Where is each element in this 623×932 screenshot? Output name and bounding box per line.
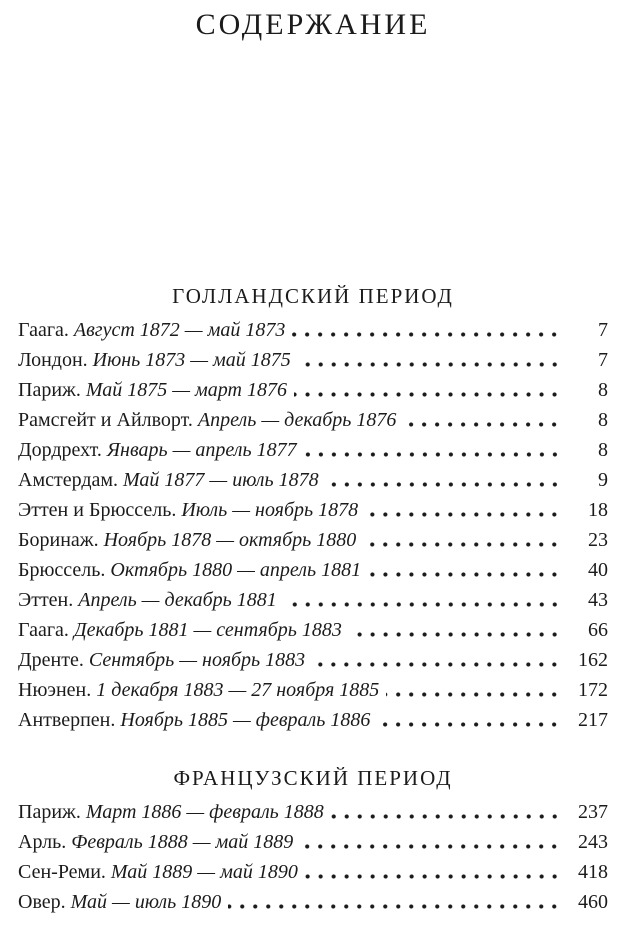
toc-entry-text [18,375,287,405]
toc-entry-page-number: 8 [598,409,608,431]
dot-leader [305,857,561,887]
toc-entry [18,827,608,857]
dot-leader [312,645,561,675]
section-heading: ГОЛЛАНДСКИЙ ПЕРИОД [172,284,454,308]
dot-leader [331,797,561,827]
toc-entry-dates: Сентябрь — ноябрь 1883 [88,649,306,671]
toc-entry-place: Гаага. [18,619,69,641]
page-title: СОДЕРЖАНИЕ [195,8,431,41]
toc-entry-page-number: 7 [598,349,608,371]
toc-entry-text [18,887,221,917]
toc-entry-place: Гаага. [18,319,69,341]
toc-entry-place: Амстердам. [18,469,119,491]
toc-entry-dates: Май 1877 — июль 1878 [123,469,319,491]
toc-entry-page-number: 23 [588,529,608,551]
toc-entry-dates: Июль — ноябрь 1878 [181,499,359,521]
toc-entry-dates: Май 1889 — май 1890 [110,861,298,883]
toc-entry-dates: Июнь 1873 — май 1875 [92,349,291,371]
toc-entry-dates: Апрель — декабрь 1876 [197,409,397,431]
toc-entry-page-number: 18 [588,499,608,521]
toc-entry [18,315,608,345]
toc-entry-text [18,495,358,525]
toc-entry [18,375,608,405]
toc-entry [18,465,608,495]
section-heading: ФРАНЦУЗСКИЙ ПЕРИОД [173,766,453,790]
toc-entry-dates: 1 декабря 1883 — 27 ноября 1885 [96,679,380,701]
toc-entry-dates: Октябрь 1880 — апрель 1881 [110,559,362,581]
toc-entry-place: Боринаж. [18,529,99,551]
toc-entry [18,645,608,675]
dot-leader [326,465,561,495]
toc-entry-dates: Май — июль 1890 [70,891,222,913]
toc-entry [18,525,608,555]
dot-leader [368,555,561,585]
toc-sections [18,283,608,917]
toc-entry-place: Рамсгейт и Айлворт. [18,409,193,431]
dot-leader [300,827,561,857]
toc-entry-text [18,797,324,827]
toc-entry-text [18,525,356,555]
toc-entry-text [18,465,319,495]
toc-entry-dates: Ноябрь 1878 — октябрь 1880 [103,529,357,551]
toc-entry-page-number: 40 [588,559,608,581]
toc-entry-page-number: 43 [588,589,608,611]
toc-entry-page-number: 8 [598,379,608,401]
dot-leader [228,887,561,917]
dot-leader [403,405,561,435]
toc-entry-page-number: 217 [578,709,608,731]
toc-entry-place: Эттен и Брюссель. [18,499,177,521]
toc-entry [18,585,608,615]
toc-entry-page-number: 418 [578,861,608,883]
toc-entry [18,705,608,735]
toc-entry [18,857,608,887]
toc-entry-dates: Апрель — декабрь 1881 [78,589,277,611]
toc-entry-dates: Декабрь 1881 — сентябрь 1883 [73,619,342,641]
toc-entry-page-number: 7 [598,319,608,341]
toc-entry-place: Эттен. [18,589,74,611]
dot-leader [298,345,561,375]
toc-entry-place: Париж. [18,379,81,401]
toc-entry [18,615,608,645]
toc-entry [18,345,608,375]
toc-entry-page-number: 162 [578,649,608,671]
toc-section [18,283,608,735]
toc-entry-page-number: 9 [598,469,608,491]
toc-entry-page-number: 172 [578,679,608,701]
toc-entry-place: Антверпен. [18,709,116,731]
toc-entry-place: Нюэнен. [18,679,92,701]
toc-entry-dates: Ноябрь 1885 — февраль 1886 [120,709,371,731]
dot-leader [365,495,561,525]
dot-leader [304,435,561,465]
toc-entry-place: Дордрехт. [18,439,102,461]
dot-leader [377,705,561,735]
toc-entry-page-number: 460 [578,891,608,913]
toc-entry [18,555,608,585]
dot-leader [363,525,561,555]
toc-entry-text [18,645,305,675]
toc-entry-place: Арль. [18,831,67,853]
toc-entry [18,495,608,525]
toc-entry [18,797,608,827]
toc-entry-text [18,345,291,375]
dot-leader [386,675,561,705]
toc-entry [18,435,608,465]
toc-entry-text [18,675,379,705]
toc-entry-place: Сен-Реми. [18,861,106,883]
toc-entry [18,675,608,705]
dot-leader [284,585,561,615]
toc-section [18,765,608,917]
toc-entry-text [18,827,293,857]
toc-entry-dates: Январь — апрель 1877 [106,439,297,461]
toc-entry-text [18,585,277,615]
toc-entry-text [18,315,285,345]
toc-entry-dates: Август 1872 — май 1873 [73,319,286,341]
toc-entry-dates: Март 1886 — февраль 1888 [85,801,324,823]
toc-entry-dates: Февраль 1888 — май 1889 [71,831,294,853]
toc-entry-page-number: 8 [598,439,608,461]
toc-entry-list [18,315,608,735]
toc-entry-place: Брюссель. [18,559,106,581]
toc-entry-page-number: 237 [578,801,608,823]
toc-entry-text [18,435,297,465]
toc-entry-page-number: 66 [588,619,608,641]
toc-entry [18,405,608,435]
dot-leader [349,615,561,645]
toc-entry-place: Дренте. [18,649,84,671]
toc-entry-text [18,405,396,435]
toc-entry-place: Лондон. [18,349,88,371]
toc-entry [18,887,608,917]
toc-entry-place: Париж. [18,801,81,823]
toc-entry-dates: Май 1875 — март 1876 [85,379,287,401]
toc-entry-place: Овер. [18,891,66,913]
dot-leader [292,315,561,345]
toc-entry-text [18,555,361,585]
toc-entry-text [18,615,342,645]
toc-entry-text [18,705,370,735]
toc-entry-list [18,797,608,917]
toc-entry-page-number: 243 [578,831,608,853]
toc-entry-text [18,857,298,887]
dot-leader [294,375,561,405]
